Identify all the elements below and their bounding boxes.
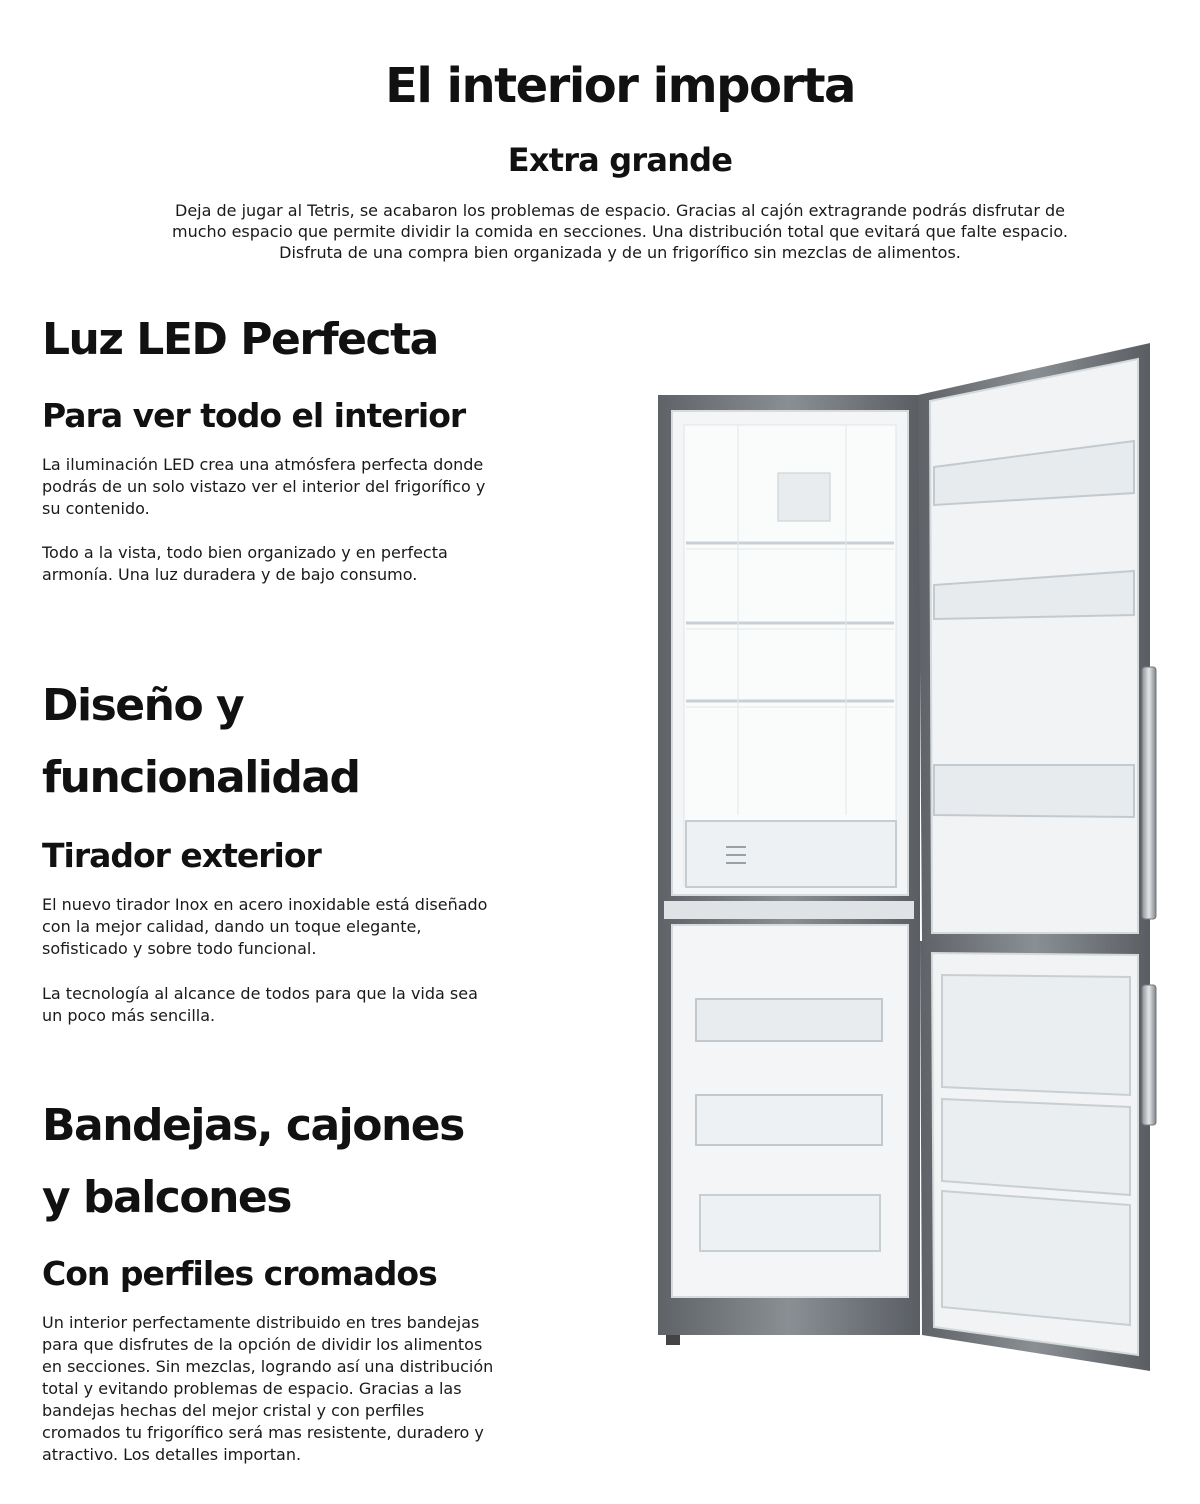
section-paragraph-design-1: El nuevo tirador Inox en acero inoxidable está diseñado con la mejor calidad, dando un toque elegante, sofisticado y sobre todo funcional.	[42, 895, 488, 958]
section-heading-design-line2: funcionalidad	[42, 752, 360, 803]
section-subheading-led: Para ver todo el interior	[42, 396, 466, 435]
section-heading-shelves-line1: Bandejas, cajones	[42, 1100, 464, 1151]
section-paragraph-design-2: La tecnología al alcance de todos para que la vida sea un poco más sencilla.	[42, 984, 478, 1025]
freezer-drawer-3	[700, 1195, 880, 1251]
fridge-handle	[1142, 667, 1156, 919]
fridge-image	[650, 335, 1160, 1385]
section-heading-shelves-line2: y balcones	[42, 1172, 291, 1223]
freezer-drawer-2	[696, 1095, 882, 1145]
section-heading-design-line1: Diseño y	[42, 680, 244, 731]
section-paragraph-led-2: Todo a la vista, todo bien organizado y en perfecta armonía. Una luz duradera y de bajo consumo.	[42, 543, 448, 584]
freezer-drawer-1	[696, 999, 882, 1041]
page-title: El interior importa	[385, 58, 855, 114]
freezer-handle	[1142, 985, 1156, 1125]
section-heading-led: Luz LED Perfecta	[42, 314, 438, 365]
section-paragraph-led-1: La iluminación LED crea una atmósfera perfecta donde podrás de un solo vistazo ver el interior del frigorífico y su contenido.	[42, 455, 486, 518]
intro-text: Deja de jugar al Tetris, se acabaron los problemas de espacio. Gracias al cajón extragrande podrás disfrutar de mucho espacio que permite dividir la comida en secciones. Una distribución total que evitará que falte espacio. Disfruta de una compra bien organizada y de un frigorífico sin mezclas de alimentos.	[172, 201, 1068, 262]
section-subheading-design: Tirador exterior	[42, 836, 321, 875]
page-subtitle: Extra grande	[507, 141, 733, 179]
crisper-drawer	[686, 821, 896, 887]
led-light-panel	[778, 473, 830, 521]
section-subheading-shelves: Con perfiles cromados	[42, 1254, 437, 1293]
section-paragraph-shelves: Un interior perfectamente distribuido en tres bandejas para que disfrutes de la opción de dividir los alimentos en secciones. Sin mezclas, logrando así una distribución total y evitando problemas de espacio. Gracias a las bandejas hechas del mejor cristal y con perfiles cromados tu frigorífico será mas resistente, duradero y atractivo. Los detalles importan.	[42, 1313, 494, 1464]
